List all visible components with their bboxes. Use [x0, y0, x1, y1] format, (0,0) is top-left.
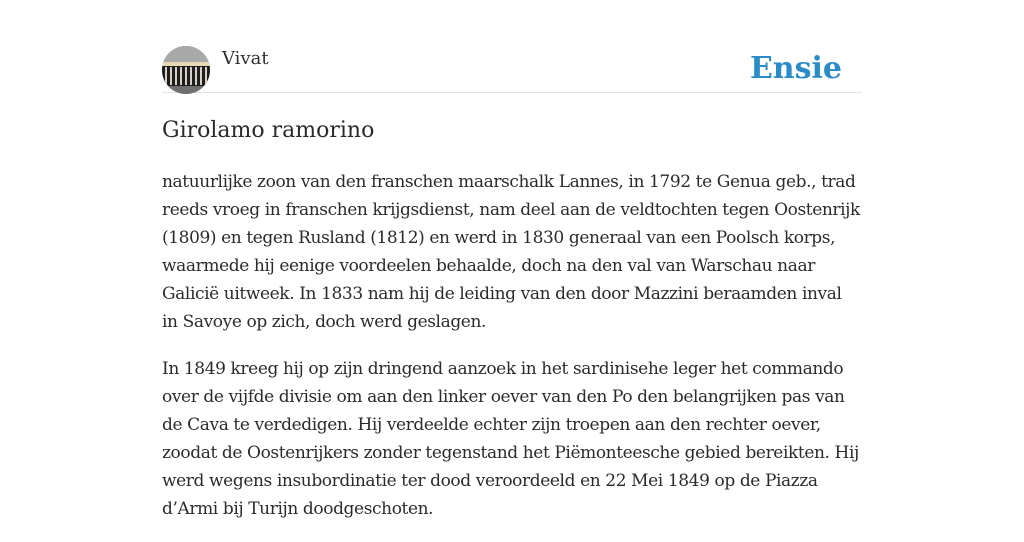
user-avatar[interactable] — [162, 46, 210, 94]
accordion-image-avatar — [162, 46, 210, 94]
page-title: Girolamo ramorino — [162, 118, 375, 143]
brand-logo-link[interactable]: Ensie — [749, 51, 842, 86]
article-body — [162, 168, 862, 542]
page-container — [162, 0, 862, 519]
article-paragraph: In 1849 kreeg hij op zijn dringend aanzoek in het sardinisehe leger het commando over de vijfde divisie om aan den linker oever van den Po den belangrijken pas van de Cava te verdedigen. Hij verdeelde echter zijn troepen aan den rechter oever, zoodat de Oostenrijkers zonder tegenstand het Piëmonteesche gebied bereikten. Hij werd wegens insubordinatie ter dood veroordeeld en 22 Mei 1849 op de Piazza d’Armi bij Turijn doodgeschoten. — [162, 359, 859, 519]
article-paragraph: natuurlijke zoon van den franschen maarschalk Lannes, in 1792 te Genua geb., trad reeds vroeg in franschen krijgsdienst, nam deel aan de veldtochten tegen Oostenrijk (1809) en tegen Rusland (1812) en werd in 1830 generaal van een Poolsch korps, waarmede hij eenige voordeelen behaalde, doch na den val van Warschau naar Galicië uitweek. In 1833 nam hij de leiding van den door Mazzini beraamden inval in Savoye op zich, doch werd geslagen. — [162, 172, 860, 332]
header — [162, 46, 862, 93]
username[interactable]: Vivat — [222, 48, 269, 69]
